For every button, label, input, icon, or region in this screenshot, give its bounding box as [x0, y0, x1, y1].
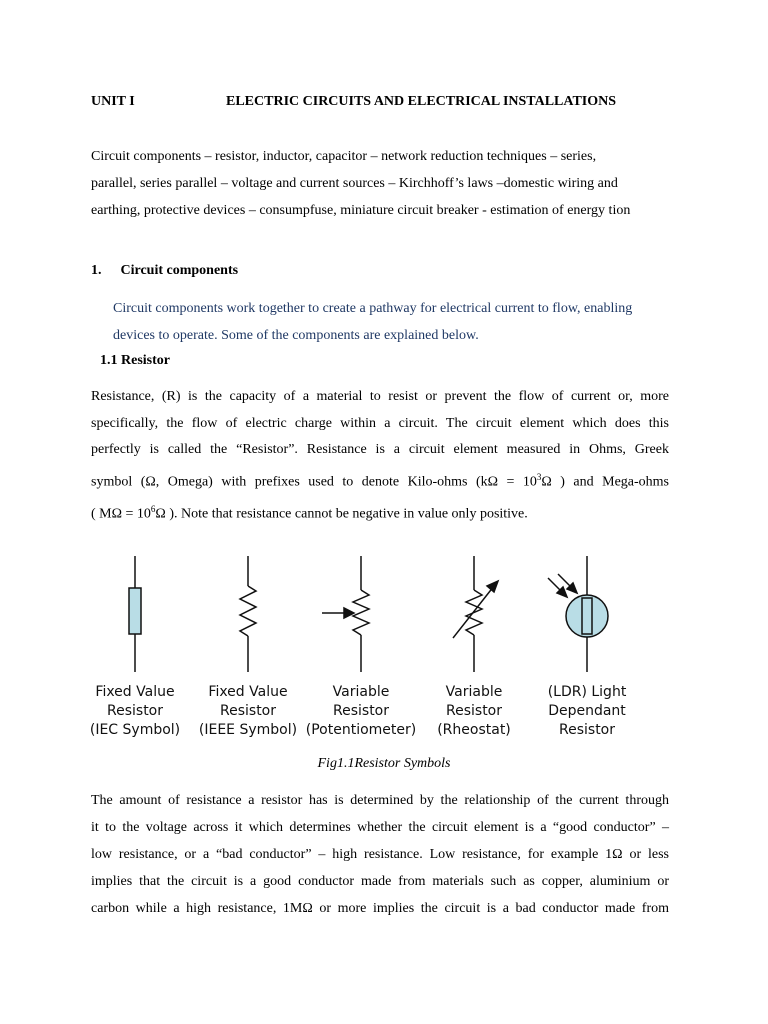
- intro-line: Circuit components work together to create a pathway for electrical current to flow, enabling: [113, 301, 633, 316]
- section-intro: [113, 295, 632, 349]
- resistance-paragraph: [91, 787, 669, 922]
- symbol-label-line: Dependant: [548, 703, 626, 719]
- paragraph-line: specifically, the flow of electric charge within a circuit. The circuit element which does this: [91, 415, 669, 431]
- fixed-resistor-iec-icon: [129, 556, 141, 672]
- text-run: Ω ) and Mega-ohms: [541, 474, 669, 490]
- symbol-label-line: Resistor: [446, 703, 502, 719]
- text-run: Ω ). Note that resistance cannot be negative in value only positive.: [155, 506, 528, 522]
- symbol-label-line: (IEEE Symbol): [198, 722, 298, 738]
- paragraph-line: [91, 496, 669, 528]
- figure-caption: Fig1.1Resistor Symbols: [317, 756, 451, 771]
- symbol-label-line: (IEC Symbol): [89, 722, 181, 738]
- symbol-label-line: Variable: [445, 684, 503, 700]
- symbol-label-line: Resistor: [107, 703, 163, 719]
- symbol-label-line: Fixed Value: [95, 684, 175, 700]
- subsection-heading: 1.1 Resistor: [100, 353, 170, 368]
- symbol-label-line: Resistor: [220, 703, 276, 719]
- superscript: 6: [150, 503, 156, 514]
- paragraph-line: [91, 464, 669, 496]
- symbol-label-line: (LDR) Light: [547, 684, 627, 700]
- syllabus-line: Circuit components – resistor, inductor, capacitor – network reduction techniques – series,: [91, 149, 597, 164]
- paragraph-line: perfectly is called the “Resistor”. Resistance is a circuit element measured in Ohms, Greek: [91, 442, 669, 457]
- rheostat-icon: [453, 556, 498, 672]
- unit-title: ELECTRIC CIRCUITS AND ELECTRICAL INSTALLATIONS: [226, 94, 617, 109]
- paragraph-line: The amount of resistance a resistor has is determined by the relationship of the current through: [91, 793, 669, 808]
- paragraph-line: it to the voltage across it which determines whether the circuit element is a “good conductor” –: [91, 820, 669, 835]
- fixed-resistor-ieee-icon: [240, 556, 256, 672]
- text-run: symbol (Ω, Omega) with prefixes used to denote Kilo-ohms (kΩ = 10: [91, 474, 537, 490]
- paragraph-line: low resistance, or a “bad conductor” – high resistance. Low resistance, for example 1Ω or less: [91, 847, 669, 862]
- unit-label: UNIT I: [91, 94, 135, 109]
- paragraph-line: implies that the circuit is a good conductor made from materials such as copper, aluminium or: [91, 874, 669, 889]
- superscript: 3: [536, 471, 542, 482]
- ldr-icon: [548, 556, 608, 672]
- paragraph-line: Resistance, (R) is the capacity of a material to resist or prevent the flow of current or, more: [91, 389, 669, 404]
- syllabus-paragraph: [91, 143, 630, 224]
- section-title: Circuit components: [120, 263, 239, 278]
- potentiometer-icon: [322, 556, 369, 672]
- symbol-label-line: (Potentiometer): [305, 722, 417, 738]
- symbol-labels: [90, 684, 627, 738]
- resistor-symbols-figure: [80, 548, 640, 748]
- symbol-label-line: Fixed Value: [208, 684, 288, 700]
- paragraph-line: carbon while a high resistance, 1MΩ or more implies the circuit is a bad conductor made from: [91, 901, 669, 916]
- resistor-paragraph: [91, 384, 669, 528]
- symbol-label-line: Resistor: [559, 722, 615, 738]
- text-run: ( MΩ = 10: [91, 506, 151, 522]
- intro-line: devices to operate. Some of the components are explained below.: [113, 328, 479, 343]
- symbol-label-line: Resistor: [333, 703, 389, 719]
- section-heading: [91, 263, 238, 279]
- syllabus-line: earthing, protective devices – consumpfuse, miniature circuit breaker - estimation of energy tion: [91, 203, 631, 218]
- section-number: 1.: [91, 263, 102, 278]
- symbol-label-line: Variable: [332, 684, 390, 700]
- symbol-label-line: (Rheostat): [437, 722, 511, 738]
- syllabus-line: parallel, series parallel – voltage and current sources – Kirchhoff’s laws –domestic wiring and: [91, 176, 618, 191]
